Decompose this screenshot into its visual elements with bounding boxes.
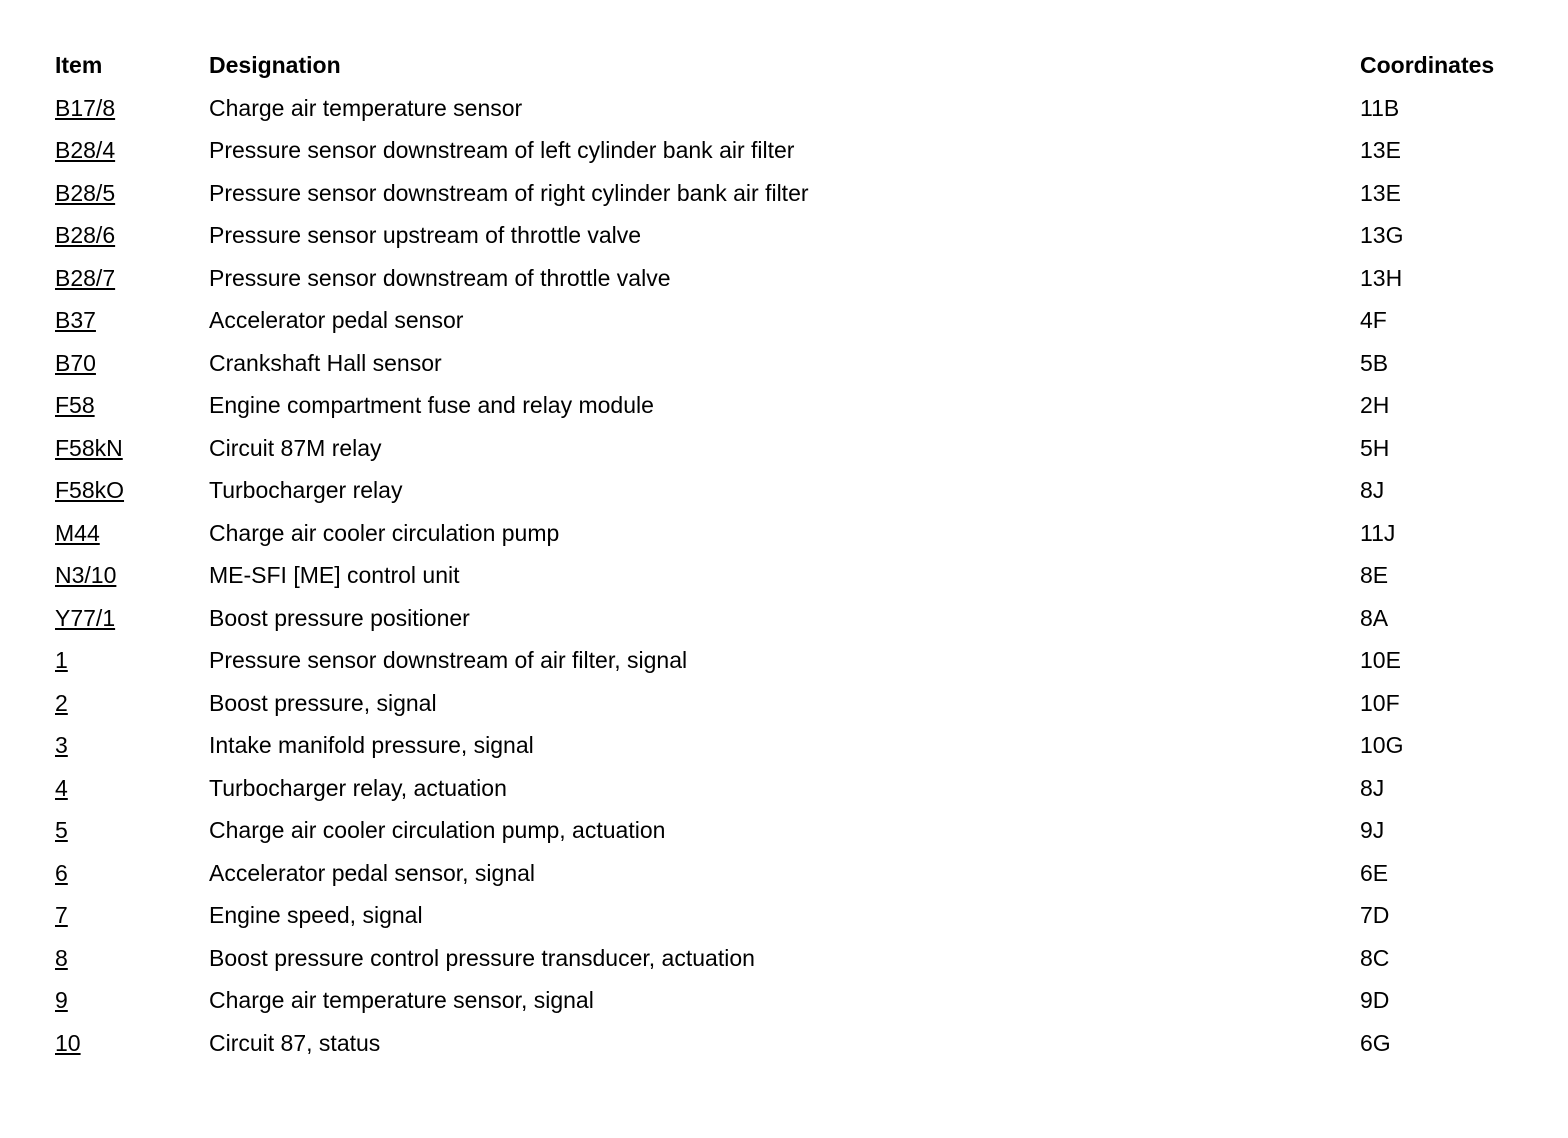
table-row [0, 136, 1568, 178]
coordinates-cell: 11B [1360, 94, 1400, 121]
coordinates-cell: 2H [1360, 392, 1390, 418]
item-link[interactable]: Y77/1 [55, 604, 116, 631]
table-row [0, 179, 1568, 221]
coordinates-cell: 8C [1360, 944, 1390, 971]
designation-cell: Engine speed, signal [209, 902, 423, 928]
table-row [0, 519, 1568, 561]
header-coordinates: Coordinates [1360, 52, 1495, 78]
table-row [0, 604, 1568, 646]
table-row [0, 306, 1568, 348]
table-row [0, 774, 1568, 816]
designation-cell: Pressure sensor upstream of throttle valve [209, 222, 642, 248]
coordinates-cell: 4F [1360, 307, 1387, 333]
designation-cell: Boost pressure positioner [209, 604, 470, 631]
coordinates-cell: 13H [1360, 264, 1403, 291]
coordinates-cell: 9J [1360, 817, 1385, 843]
table-row [0, 731, 1568, 773]
item-link[interactable]: B28/7 [55, 264, 116, 291]
coordinates-cell: 5B [1360, 349, 1389, 376]
coordinates-cell: 8E [1360, 562, 1389, 588]
designation-cell: Engine compartment fuse and relay module [209, 392, 654, 418]
designation-cell: ME-SFI [ME] control unit [209, 562, 460, 588]
item-link[interactable]: B28/5 [55, 179, 116, 206]
item-link[interactable]: 8 [55, 944, 68, 971]
designation-cell: Intake manifold pressure, signal [209, 732, 534, 758]
designation-cell: Pressure sensor downstream of air filter, signal [209, 647, 688, 673]
item-link[interactable]: 1 [55, 647, 68, 673]
designation-cell: Turbocharger relay [209, 477, 403, 503]
table-row [0, 434, 1568, 476]
item-link[interactable]: M44 [55, 519, 100, 546]
table-row [0, 646, 1568, 688]
table-row [0, 1029, 1568, 1071]
item-link[interactable]: N3/10 [55, 562, 117, 588]
designation-cell: Circuit 87, status [209, 1029, 381, 1056]
item-link[interactable]: B17/8 [55, 94, 116, 121]
designation-cell: Charge air cooler circulation pump [209, 519, 560, 546]
coordinates-cell: 11J [1360, 519, 1396, 546]
table-row [0, 221, 1568, 263]
designation-cell: Boost pressure, signal [209, 689, 437, 716]
item-link[interactable]: 5 [55, 817, 68, 843]
coordinates-cell: 5H [1360, 434, 1390, 461]
designation-cell: Circuit 87M relay [209, 434, 382, 461]
table-row [0, 986, 1568, 1028]
table-header [0, 51, 1568, 93]
designation-cell: Pressure sensor downstream of throttle valve [209, 264, 671, 291]
coordinates-cell: 8J [1360, 477, 1385, 503]
item-link[interactable]: B28/4 [55, 137, 116, 163]
item-link[interactable]: F58 [55, 392, 95, 418]
table-row [0, 349, 1568, 391]
table-row [0, 264, 1568, 306]
designation-cell: Crankshaft Hall sensor [209, 349, 442, 376]
designation-cell: Charge air temperature sensor, signal [209, 987, 594, 1013]
designation-cell: Boost pressure control pressure transducer, actuation [209, 944, 755, 971]
coordinates-cell: 13G [1360, 222, 1404, 248]
coordinates-cell: 8A [1360, 604, 1389, 631]
item-link[interactable]: 2 [55, 689, 68, 716]
coordinates-cell: 9D [1360, 987, 1390, 1013]
coordinates-cell: 6E [1360, 859, 1389, 886]
item-link[interactable]: 6 [55, 859, 68, 886]
item-link[interactable]: 7 [55, 902, 68, 928]
designation-cell: Accelerator pedal sensor [209, 307, 464, 333]
designation-cell: Accelerator pedal sensor, signal [209, 859, 536, 886]
table-row [0, 859, 1568, 901]
designation-cell: Pressure sensor downstream of left cylinder bank air filter [209, 137, 795, 163]
coordinates-cell: 8J [1360, 774, 1385, 801]
coordinates-cell: 6G [1360, 1029, 1391, 1056]
table-row [0, 561, 1568, 603]
coordinates-cell: 10G [1360, 732, 1404, 758]
item-link[interactable]: B28/6 [55, 222, 116, 248]
designation-cell: Charge air cooler circulation pump, actuation [209, 817, 666, 843]
designation-cell: Charge air temperature sensor [209, 94, 523, 121]
header-item: Item [55, 52, 103, 78]
table-row [0, 944, 1568, 986]
item-link[interactable]: 3 [55, 732, 68, 758]
item-link[interactable]: 10 [55, 1029, 81, 1056]
coordinates-cell: 10E [1360, 647, 1401, 673]
item-link[interactable]: B37 [55, 307, 96, 333]
table-row [0, 94, 1568, 136]
table-row [0, 476, 1568, 518]
table-row [0, 391, 1568, 433]
item-link[interactable]: 4 [55, 774, 68, 801]
table-row [0, 689, 1568, 731]
item-link[interactable]: B70 [55, 349, 96, 376]
item-link[interactable]: F58kN [55, 434, 123, 461]
coordinates-cell: 13E [1360, 137, 1401, 163]
item-link[interactable]: F58kO [55, 477, 125, 503]
table-row [0, 816, 1568, 858]
designation-cell: Turbocharger relay, actuation [209, 774, 507, 801]
coordinates-cell: 7D [1360, 902, 1390, 928]
item-link[interactable]: 9 [55, 987, 68, 1013]
coordinates-cell: 10F [1360, 689, 1400, 716]
table-row [0, 901, 1568, 943]
designation-cell: Pressure sensor downstream of right cylinder bank air filter [209, 179, 809, 206]
coordinates-cell: 13E [1360, 179, 1401, 206]
header-designation: Designation [209, 52, 341, 78]
